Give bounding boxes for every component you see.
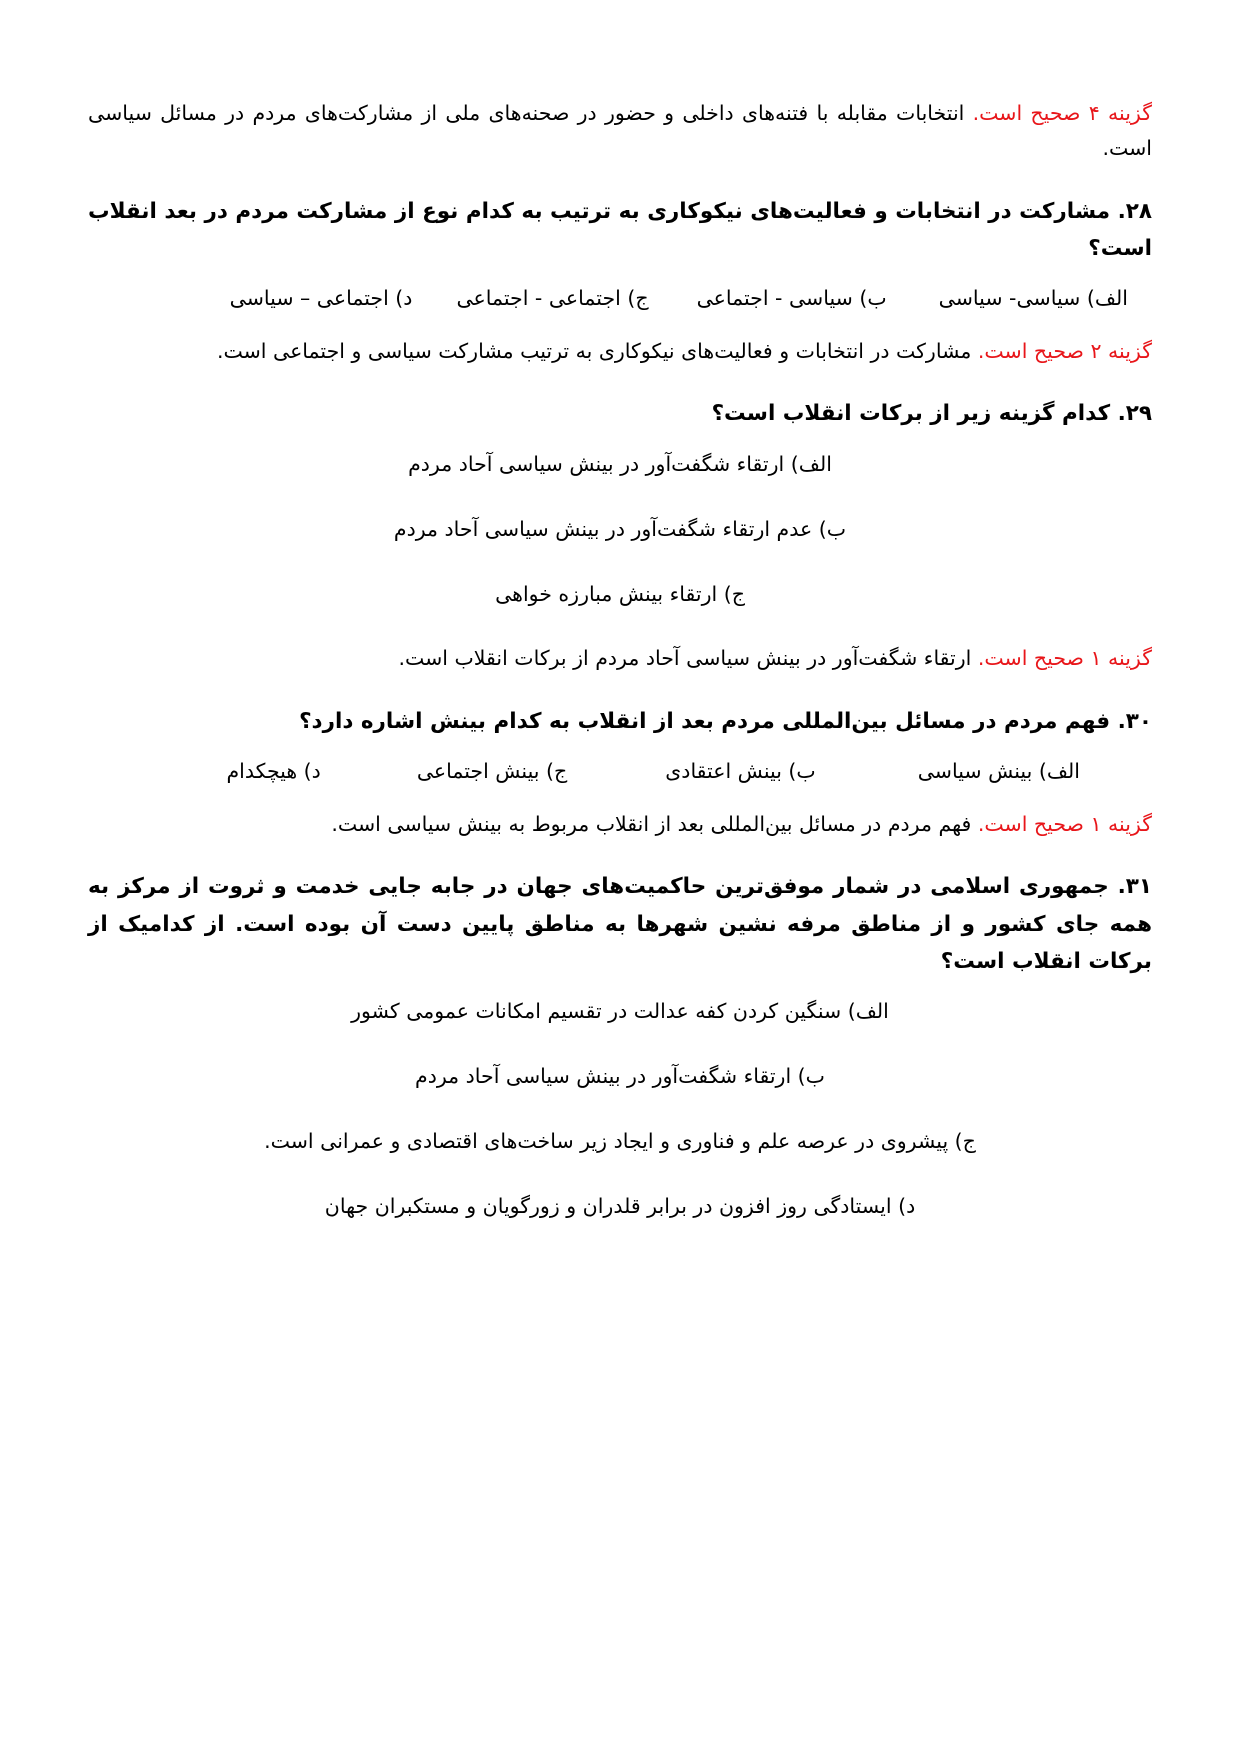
option-31-jim[interactable]: ج) پیشروی در عرصه علم و فناوری و ایجاد زیر ساخت‌های اقتصادی و عمرانی است. bbox=[264, 1129, 976, 1153]
answer-body-text-29: ارتقاء شگفت‌آور در بینش سیاسی آحاد مردم از برکات انقلاب است. bbox=[398, 646, 978, 671]
option-28-dal[interactable]: د) اجتماعی – سیاسی bbox=[229, 286, 413, 311]
answer-key-label-29: گزینه ۱ صحیح است. bbox=[977, 646, 1152, 671]
question-heading-30: ۳۰. فهم مردم در مسائل بین‌المللی مردم بعد از انقلاب به کدام بینش اشاره دارد؟ bbox=[299, 708, 1152, 734]
question-heading-29: ۲۹. کدام گزینه زیر از برکات انقلاب است؟ bbox=[711, 401, 1152, 427]
option-28-jim[interactable]: ج) اجتماعی - اجتماعی bbox=[456, 286, 649, 311]
answer-key-label-30: گزینه ۱ صحیح است. bbox=[977, 811, 1152, 836]
options-stack-31 bbox=[88, 994, 1152, 1223]
option-30-alef[interactable]: الف) بینش سیاسی bbox=[917, 759, 1080, 783]
options-row-30 bbox=[88, 754, 1152, 789]
question-heading-28: ۲۸. مشارکت در انتخابات و فعالیت‌های نیکوکاری به ترتیب به کدام نوع از مشارکت مردم در بعد انقلاب است؟ bbox=[88, 198, 1152, 261]
answer-key-label: گزینه ۴ صحیح است. bbox=[972, 101, 1152, 125]
answer-explanation-intro bbox=[88, 96, 1152, 167]
option-29-alef[interactable]: الف) ارتقاء شگفت‌آور در بینش سیاسی آحاد مردم bbox=[408, 451, 832, 476]
option-31-dal[interactable]: د) ایستادگی روز افزون در برابر قلدران و زورگویان و مستکبران جهان bbox=[324, 1193, 916, 1218]
answer-body-text-30: فهم مردم در مسائل بین‌المللی بعد از انقلاب مربوط به بینش سیاسی است. bbox=[331, 811, 978, 836]
option-28-be[interactable]: ب) سیاسی - اجتماعی bbox=[696, 286, 887, 311]
option-31-alef[interactable]: الف) سنگین کردن کفه عدالت در تقسیم امکانات عمومی کشور bbox=[351, 999, 889, 1024]
answer-explanation-29 bbox=[88, 641, 1152, 676]
answer-explanation-30 bbox=[88, 807, 1152, 842]
option-30-dal[interactable]: د) هیچکدام bbox=[226, 759, 321, 783]
option-28-alef[interactable]: الف) سیاسی- سیاسی bbox=[938, 286, 1128, 311]
option-31-be[interactable]: ب) ارتقاء شگفت‌آور در بینش سیاسی آحاد مردم bbox=[415, 1064, 825, 1089]
answer-key-label-28: گزینه ۲ صحیح است. bbox=[977, 339, 1152, 364]
option-29-be[interactable]: ب) عدم ارتقاء شگفت‌آور در بینش سیاسی آحاد مردم bbox=[393, 516, 847, 541]
answer-body-text: انتخابات مقابله با فتنه‌های داخلی و حضور در صحنه‌های ملی از مشارکت‌های مردم در مسائل سیاسی است. bbox=[88, 101, 1152, 161]
answer-explanation-28 bbox=[88, 334, 1152, 369]
options-stack-29 bbox=[88, 447, 1152, 612]
option-30-jim[interactable]: ج) بینش اجتماعی bbox=[416, 759, 568, 783]
answer-body-text-28: مشارکت در انتخابات و فعالیت‌های نیکوکاری به ترتیب مشارکت سیاسی و اجتماعی است. bbox=[216, 339, 978, 364]
options-row-28 bbox=[88, 281, 1152, 316]
question-heading-31: ۳۱. جمهوری اسلامی در شمار موفق‌ترین حاکمیت‌های جهان در جابه جایی خدمت و ثروت از مرکز به همه جای کشور و از مناطق مرفه نشین شهرها به مناطق پایین دست آن بوده است. از کدامیک از برکات انقلاب است؟ bbox=[88, 874, 1152, 974]
option-30-be[interactable]: ب) بینش اعتقادی bbox=[665, 759, 816, 783]
option-29-jim[interactable]: ج) ارتقاء بینش مبارزه خواهی bbox=[495, 581, 745, 606]
